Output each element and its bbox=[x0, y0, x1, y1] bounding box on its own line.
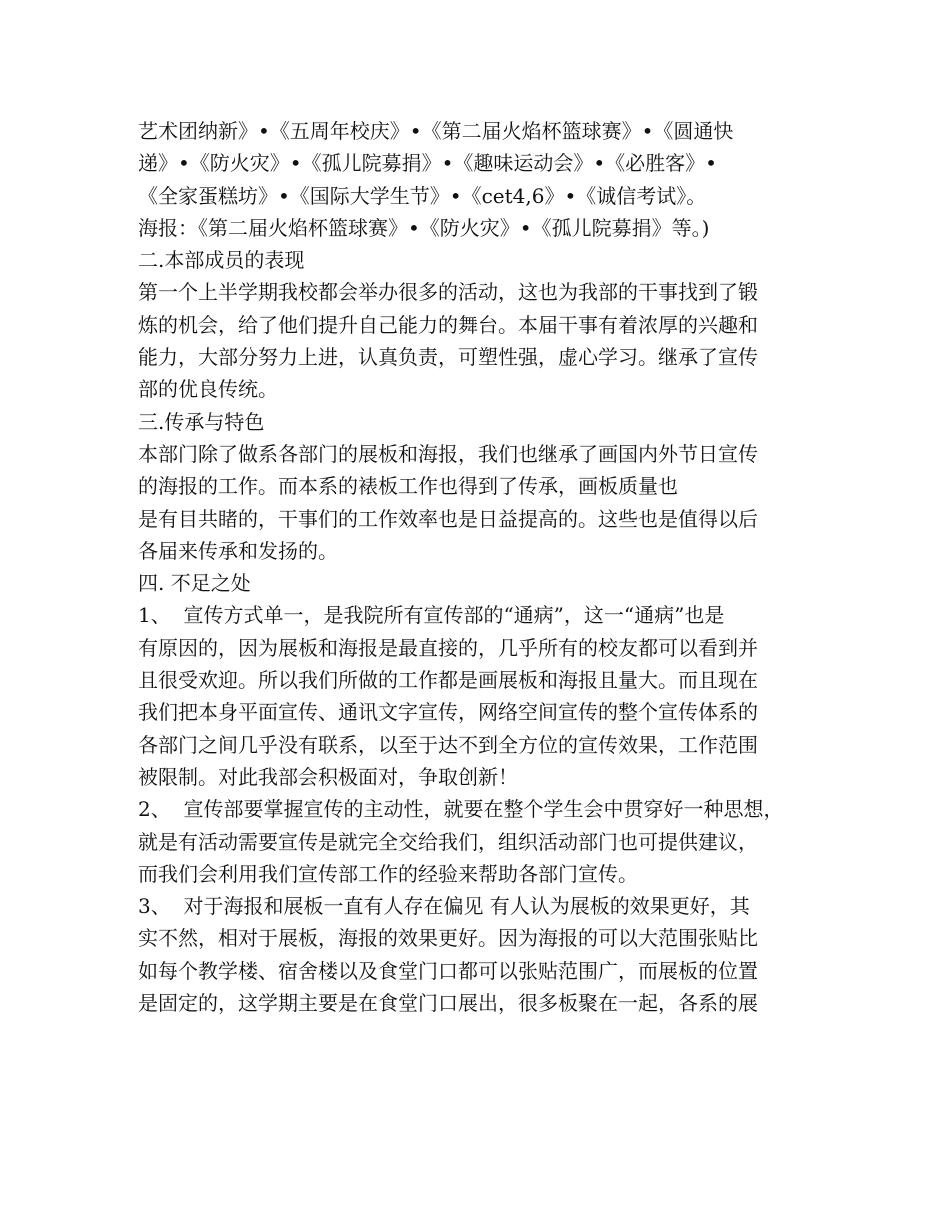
text-line: 第一个上半学期我校都会举办很多的活动，这也为我部的干事找到了锻 bbox=[138, 280, 758, 305]
text-line: 被限制。对此我部会积极面对，争取创新！ bbox=[138, 764, 518, 789]
text-line: 能力，大部分努力上进，认真负责，可塑性强，虚心学习。继承了宣传 bbox=[138, 345, 758, 370]
text-line: 递》•《防火灾》•《孤儿院募捐》•《趣味运动会》•《必胜客》• bbox=[138, 151, 717, 176]
text-line: 海报：《第二届火焰杯篮球赛》•《防火灾》•《孤儿院募捐》等。) bbox=[138, 215, 710, 240]
text-line: 就是有活动需要宣传是就完全交给我们，组织活动部门也可提供建议， bbox=[138, 829, 758, 854]
section-heading: 三.传承与特色 bbox=[138, 409, 265, 434]
text-line: 是固定的，这学期主要是在食堂门口展出，很多板聚在一起，各系的展 bbox=[138, 991, 758, 1016]
text-line: 各部门之间几乎没有联系，以至于达不到全方位的宣传效果，工作范围 bbox=[138, 732, 758, 757]
text-line: 且很受欢迎。所以我们所做的工作都是画展板和海报且量大。而且现在 bbox=[138, 668, 758, 693]
list-item-text: 1、 宣传方式单一，是我院所有宣传部的“通病”，这一“通病”也是 bbox=[138, 603, 725, 628]
text-line: 的海报的工作。而本系的裱板工作也得到了传承，画板质量也 bbox=[138, 474, 678, 499]
list-item-text: 3、 对于海报和展板一直有人存在偏见 有人认为展板的效果更好，其 bbox=[138, 894, 750, 919]
section-heading: 四. 不足之处 bbox=[138, 571, 251, 596]
text-line: 有原因的，因为展板和海报是最直接的，几乎所有的校友都可以看到并 bbox=[138, 635, 758, 660]
text-line: 炼的机会，给了他们提升自己能力的舞台。本届干事有着浓厚的兴趣和 bbox=[138, 312, 758, 337]
text-line: 《全家蛋糕坊》•《国际大学生节》•《cet4,6》•《诚信考试》。 bbox=[138, 183, 707, 208]
list-item-text: 2、 宣传部要掌握宣传的主动性，就要在整个学生会中贯穿好一种思想， bbox=[138, 797, 784, 822]
text-line: 艺术团纳新》•《五周年校庆》•《第二届火焰杯篮球赛》•《圆通快 bbox=[138, 119, 734, 143]
text-line: 而我们会利用我们宣传部工作的经验来帮助各部门宣传。 bbox=[138, 861, 638, 886]
text-line: 我们把本身平面宣传、通讯文字宣传，网络空间宣传的整个宣传体系的 bbox=[138, 700, 758, 725]
text-line: 本部门除了做系各部门的展板和海报，我们也继承了画国内外节日宣传 bbox=[138, 441, 758, 466]
document-body bbox=[138, 115, 828, 1019]
text-line: 是有目共睹的，干事们的工作效率也是日益提高的。这些也是值得以后 bbox=[138, 506, 758, 531]
text-line: 各届来传承和发扬的。 bbox=[138, 538, 338, 563]
section-heading: 二.本部成员的表现 bbox=[138, 248, 305, 273]
text-line: 部的优良传统。 bbox=[138, 377, 278, 402]
text-line: 如每个教学楼、宿舍楼以及食堂门口都可以张贴范围广，而展板的位置 bbox=[138, 958, 758, 983]
text-line: 实不然，相对于展板，海报的效果更好。因为海报的可以大范围张贴比 bbox=[138, 926, 758, 951]
